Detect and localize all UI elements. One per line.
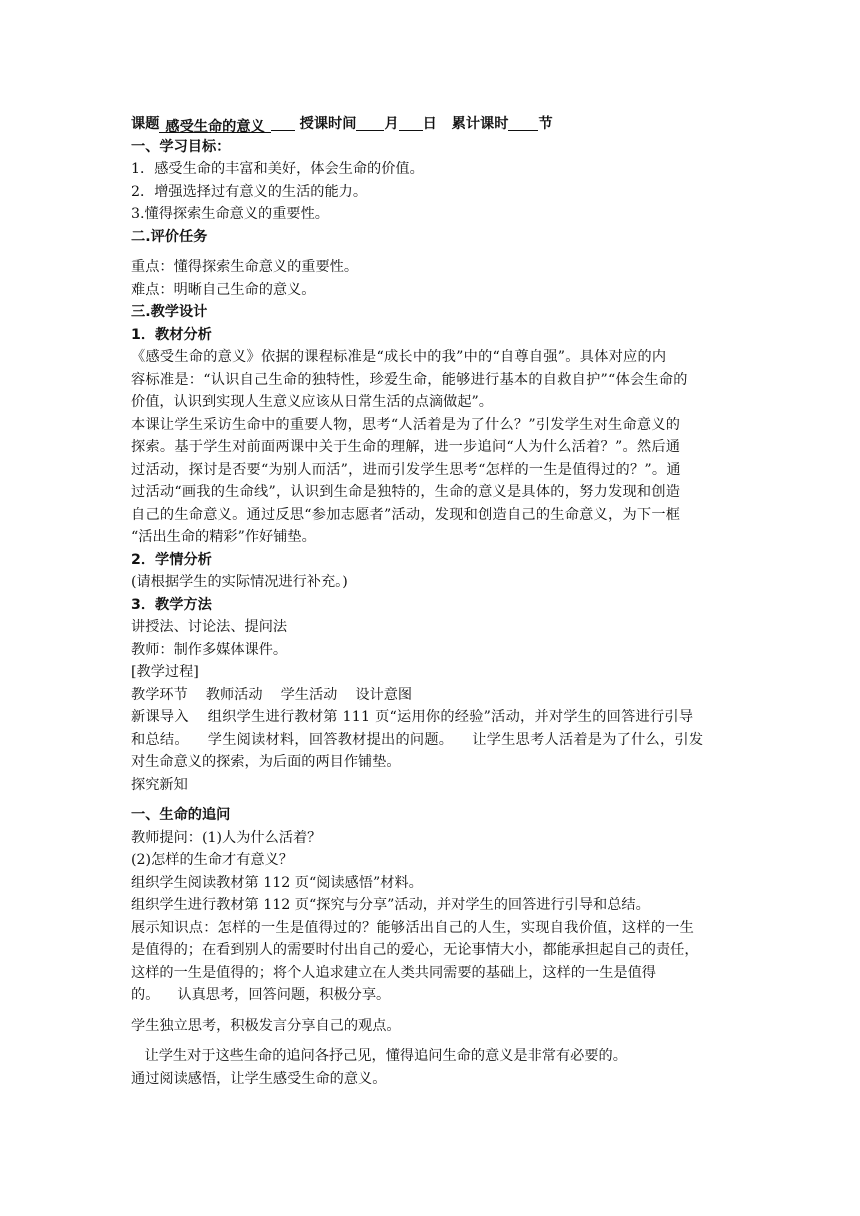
section1-line: 展示知识点：怎样的一生是值得过的？能够活出自己的人生，实现自我价值，这样的一生 [131, 919, 695, 936]
analysis-line: 探索。基于学生对前面两课中关于生命的理解，进一步追问“人为什么活着？”。然后通 [131, 439, 681, 455]
section1-line: 教师提问：(1)人为什么活着？ [131, 829, 322, 846]
explore-label: 探究新知 [131, 776, 188, 793]
section1-line: 是值得的；在看到别人的需要时付出自己的爱心，无论事情大小，都能承担起自己的责任， [131, 942, 699, 958]
total-blank [508, 114, 538, 131]
section1-line: (2)怎样的生命才有意义？ [131, 852, 293, 868]
analysis-heading: 1．教材分析 [131, 326, 212, 343]
difficulty: 难点：明晰自己生命的意义。 [131, 281, 316, 298]
month-label: 月 [384, 116, 399, 132]
total-label: 累计课时 [451, 116, 509, 132]
subject-blank [271, 114, 295, 131]
section1-line: 组织学生阅读教材第 112 页“阅读感悟”材料。 [131, 874, 423, 891]
evaluation-heading: 二.评价任务 [131, 228, 208, 245]
document-body [131, 113, 731, 1090]
analysis-line: 过活动“画我的生命线”，认识到生命是独特的，生命的意义是具体的，努力发现和创造 [131, 484, 681, 500]
analysis-line: 本课让学生采访生命中的重要人物，思考“人活着是为了什么？”引发学生对生命意义的 [131, 416, 681, 433]
intent-line: 通过阅读感悟，让学生感受生命的意义。 [131, 1070, 387, 1087]
methods: 讲授法、讨论法、提问法 [131, 619, 288, 635]
subject-field [159, 116, 270, 133]
analysis-line: “活出生命的精彩”作好铺垫。 [131, 529, 316, 545]
key-point: 重点：懂得探索生命意义的重要性。 [131, 259, 359, 275]
intent-line: 让学生对于这些生命的追问各抒己见，懂得追问生命的意义是非常有必要的。 [131, 1048, 627, 1064]
design-heading: 三.教学设计 [131, 304, 208, 320]
goal-item: 1．感受生命的丰富和美好，体会生命的价值。 [131, 161, 424, 177]
analysis-line: 容标准是：“认识自己生命的独特性，珍爱生命，能够进行基本的自救自护”“体会生命的 [131, 371, 688, 388]
period-label: 节 [538, 116, 553, 132]
intro-line: 和总结。 学生阅读材料，回答教材提出的问题。 让学生思考人活着是为了什么，引发 [131, 731, 704, 748]
student-note: (请根据学生的实际情况进行补充。) [131, 574, 348, 590]
goals-heading: 一、学习目标： [131, 138, 231, 155]
goal-item: 2．增强选择过有意义的生活的能力。 [131, 183, 368, 200]
analysis-line: 自己的生命意义。通过反思“参加志愿者”活动，发现和创造自己的生命意义，为下一框 [131, 506, 681, 523]
goal-item: 3.懂得探索生命意义的重要性。 [131, 206, 329, 222]
lesson-header [131, 113, 731, 136]
teacher-prep: 教师：制作多媒体课件。 [131, 641, 288, 658]
student-line: 学生独立思考，积极发言分享自己的观点。 [131, 1017, 401, 1034]
subject-label: 课题 [131, 116, 160, 132]
intro-line: 对生命意义的探索，为后面的两目作铺垫。 [131, 754, 401, 770]
student-heading: 2．学情分析 [131, 551, 212, 568]
analysis-line: 《感受生命的意义》依据的课程标准是“成长中的我”中的“自尊自强”。具体对应的内 [131, 349, 667, 365]
process-columns: 教学环节 教师活动 学生活动 设计意图 [131, 686, 413, 703]
time-label: 授课时间 [299, 116, 357, 132]
day-label: 日 [422, 116, 437, 132]
section1-line: 组织学生进行教材第 112 页“探究与分享”活动，并对学生的回答进行引导和总结。 [131, 897, 650, 913]
section1-line: 这样的一生是值得的；将个人追求建立在人类共同需要的基础上，这样的一生是值得 [131, 964, 656, 981]
analysis-line: 价值，认识到实现人生意义应该从日常生活的点滴做起”。 [131, 394, 493, 410]
method-heading: 3．教学方法 [131, 596, 212, 613]
section1-line: 的。 认真思考，回答问题，积极分享。 [131, 987, 391, 1003]
subject-value: 感受生命的意义 [165, 119, 265, 135]
intro-line: 新课导入 组织学生进行教材第 111 页“运用你的经验”活动，并对学生的回答进行引导 [131, 709, 694, 725]
day-blank [399, 114, 423, 131]
section1-heading: 一、生命的追问 [131, 807, 231, 823]
month-blank [356, 114, 384, 131]
process-heading: [教学过程] [131, 664, 199, 680]
analysis-line: 过活动，探讨是否要“为别人而活”，进而引发学生思考“怎样的一生是值得过的？”。通 [131, 461, 681, 478]
